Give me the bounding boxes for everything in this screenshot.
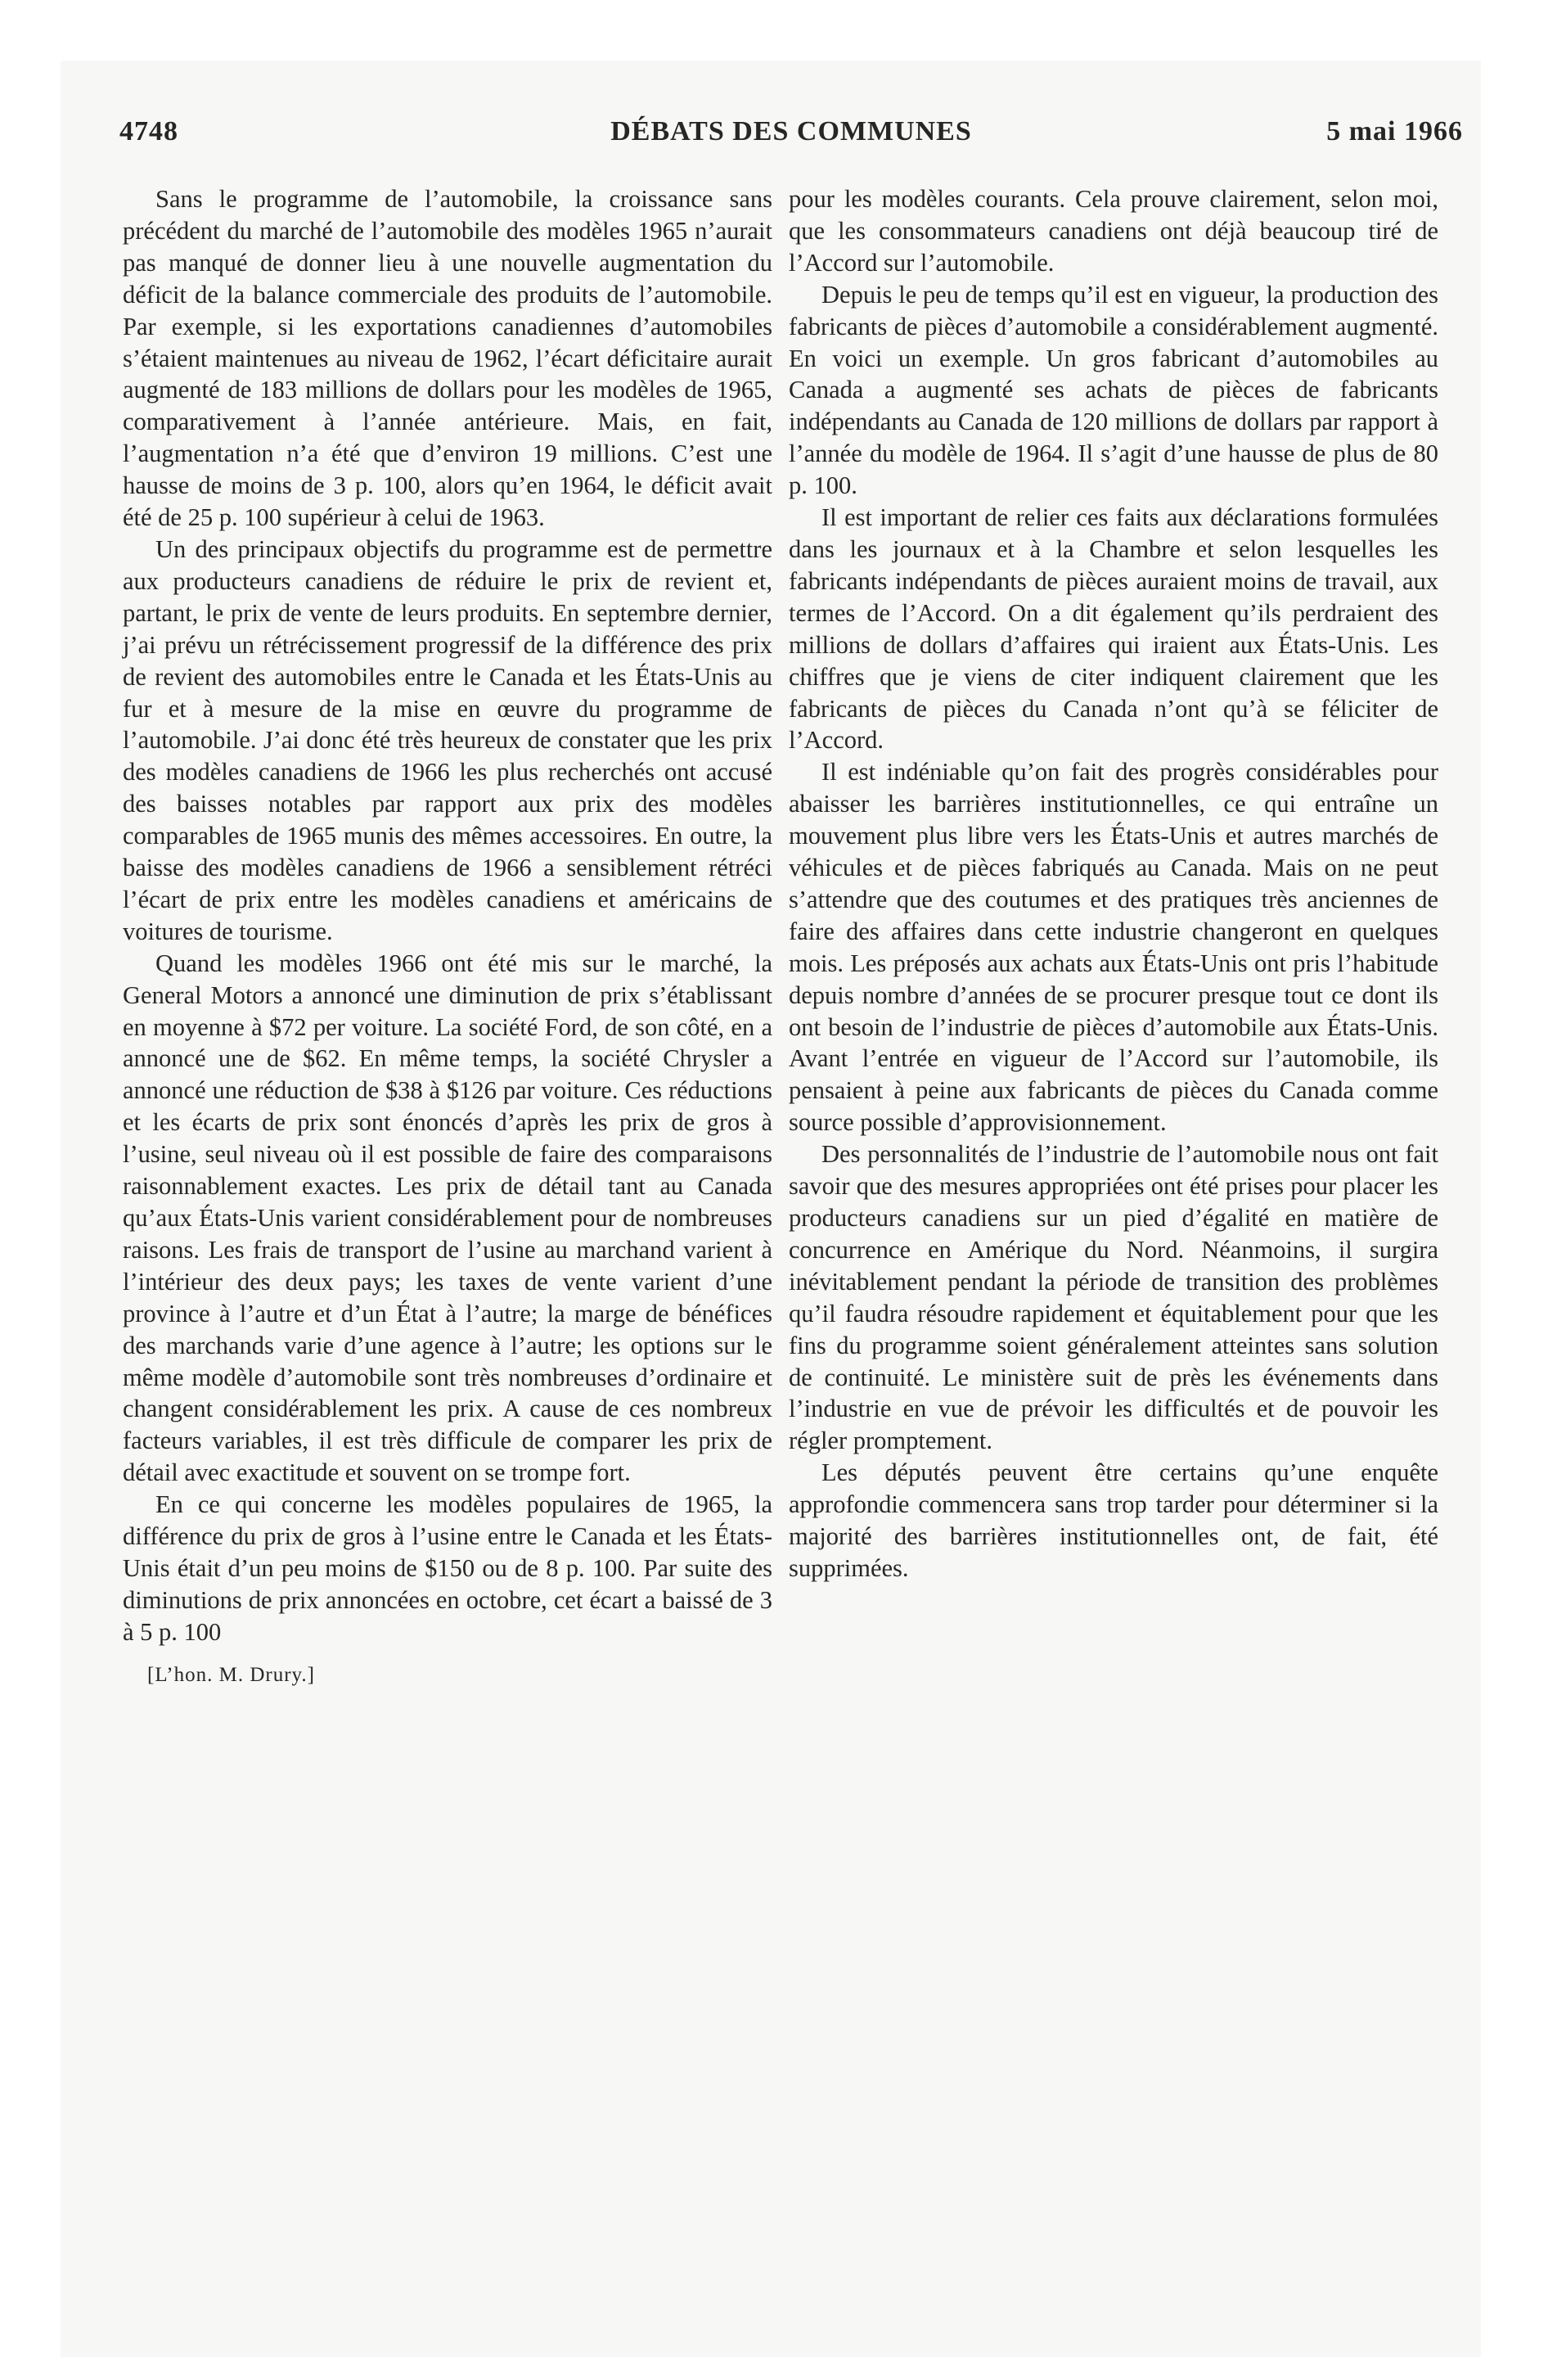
publication-date: 5 mai 1966 bbox=[1326, 116, 1463, 146]
paragraph: Des personnalités de l’industrie de l’automobile nous ont fait savoir que des mesures appropriées ont été prises pour placer les producteurs canadiens sur un pied d’égalité en matière de concurrence en Amérique du Nord. Néanmoins, il surgira inévitablement pendant la période de transition des problèmes qu’il faudra résoudre rapidement et équitablement pour que les fins du programme soient généralement atteintes sans solution de continuité. Le ministère suit de près les événements dans l’industrie en vue de prévoir les difficultés et de pouvoir les régler promptement. bbox=[789, 1140, 1438, 1455]
document-page bbox=[61, 61, 1481, 2357]
page-header bbox=[119, 116, 1463, 165]
paragraph: En ce qui concerne les modèles populaires de 1965, la différence du prix de gros à l’usine entre le Canada et les États-Unis était d’un peu moins de $150 ou de 8 p. 100. Par suite des diminutions de prix annoncées en octobre, cet écart a baissé de 3 à 5 p. 100 bbox=[123, 1490, 772, 1646]
speaker-attribution: [L’hon. M. Drury.] bbox=[147, 1663, 316, 1686]
page-number: 4748 bbox=[119, 116, 178, 146]
paragraph: Quand les modèles 1966 ont été mis sur le marché, la General Motors a annoncé une diminution de prix s’établissant en moyenne à $72 per voiture. La société Ford, de son côté, en a annoncé une de $62. En même temps, la société Chrysler a annoncé une réduction de $38 à $126 par voiture. Ces réductions et les écarts de prix sont énoncés d’après les prix de gros à l’usine, seul niveau où il est possible de faire des comparaisons raisonnablement exactes. Les prix de détail tant au Canada qu’aux États-Unis varient considérablement pour de nombreuses raisons. Les frais de transport de l’usine au marchand varient à l’intérieur des deux pays; les taxes de vente varient d’une province à l’autre et d’un État à l’autre; la marge de bénéfices des marchands varie d’une agence à l’autre; les options sur le même modèle d’automobile sont très nombreuses d’ordinaire et changent considérablement les prix. A cause de ces nombreux facteurs variables, il est très difficule de comparer les prix de détail avec exactitude et souvent on se trompe fort. bbox=[123, 949, 772, 1487]
paragraph: Un des principaux objectifs du programme est de permettre aux producteurs canadiens de réduire le prix de revient et, partant, le prix de vente de leurs produits. En septembre dernier, j’ai prévu un rétrécissement progressif de la différence des prix de revient des automobiles entre le Canada et les États-Unis au fur et à mesure de la mise en œuvre du programme de l’automobile. J’ai donc été très heureux de constater que les prix des modèles canadiens de 1966 les plus recherchés ont accusé des baisses notables par rapport aux prix des modèles comparables de 1965 munis des mêmes accessoires. En outre, la baisse des modèles canadiens de 1966 a sensiblement rétréci l’écart de prix entre les modèles canadiens et américains de voitures de tourisme. bbox=[123, 534, 772, 945]
left-column bbox=[123, 183, 772, 1692]
paragraph: Sans le programme de l’automobile, la croissance sans précédent du marché de l’automobile des modèles 1965 n’aurait pas manqué de donner lieu à une nouvelle augmentation du déficit de la balance commerciale des produits de l’automobile. Par exemple, si les exportations canadiennes d’automobiles s’étaient maintenues au niveau de 1962, l’écart déficitaire aurait augmenté de 183 millions de dollars pour les modèles de 1965, comparativement à l’année antérieure. Mais, en fait, l’augmentation n’a été que d’environ 19 millions. C’est une hausse de moins de 3 p. 100, alors qu’en 1964, le déficit avait été de 25 p. 100 supérieur à celui de 1963. bbox=[123, 185, 772, 532]
right-column bbox=[789, 183, 1438, 1584]
paragraph: Depuis le peu de temps qu’il est en vigueur, la production des fabricants de pièces d’automobile a considérablement augmenté. En voici un exemple. Un gros fabricant d’automobiles au Canada a augmenté ses achats de pièces de fabricants indépendants au Canada de 120 millions de dollars par rapport à l’année du modèle de 1964. Il s’agit d’une hausse de plus de 80 p. 100. bbox=[789, 280, 1438, 500]
paragraph: Les députés peuvent être certains qu’une enquête approfondie commencera sans trop tarder pour déterminer si la majorité des barrières institutionnelles ont, de fait, été supprimées. bbox=[789, 1458, 1438, 1582]
paragraph: pour les modèles courants. Cela prouve clairement, selon moi, que les consommateurs canadiens ont déjà beaucoup tiré de l’Accord sur l’automobile. bbox=[789, 185, 1438, 277]
paragraph: Il est indéniable qu’on fait des progrès considérables pour abaisser les barrières institutionnelles, ce qui entraîne un mouvement plus libre vers les États-Unis et autres marchés de véhicules et de pièces fabriqués au Canada. Mais on ne peut s’attendre que des coutumes et des pratiques très anciennes de faire des affaires dans cette industrie changeront en quelques mois. Les préposés aux achats aux États-Unis ont pris l’habitude depuis nombre d’années de se procurer presque tout ce dont ils ont besoin de l’industrie de pièces d’automobile aux États-Unis. Avant l’entrée en vigueur de l’Accord sur l’automobile, ils pensaient à peine aux fabricants de pièces du Canada comme source possible d’approvisionnement. bbox=[789, 758, 1438, 1137]
paragraph: Il est important de relier ces faits aux déclarations formulées dans les journaux et à la Chambre et selon lesquelles les fabricants indépendants de pièces auraient moins de travail, aux termes de l’Accord. On a dit également qu’ils perdraient des millions de dollars d’affaires qui iraient aux États-Unis. Les chiffres que je viens de citer indiquent clairement que les fabricants de pièces du Canada n’ont qu’à se féliciter de l’Accord. bbox=[789, 503, 1438, 755]
publication-title: DÉBATS DES COMMUNES bbox=[610, 116, 972, 146]
